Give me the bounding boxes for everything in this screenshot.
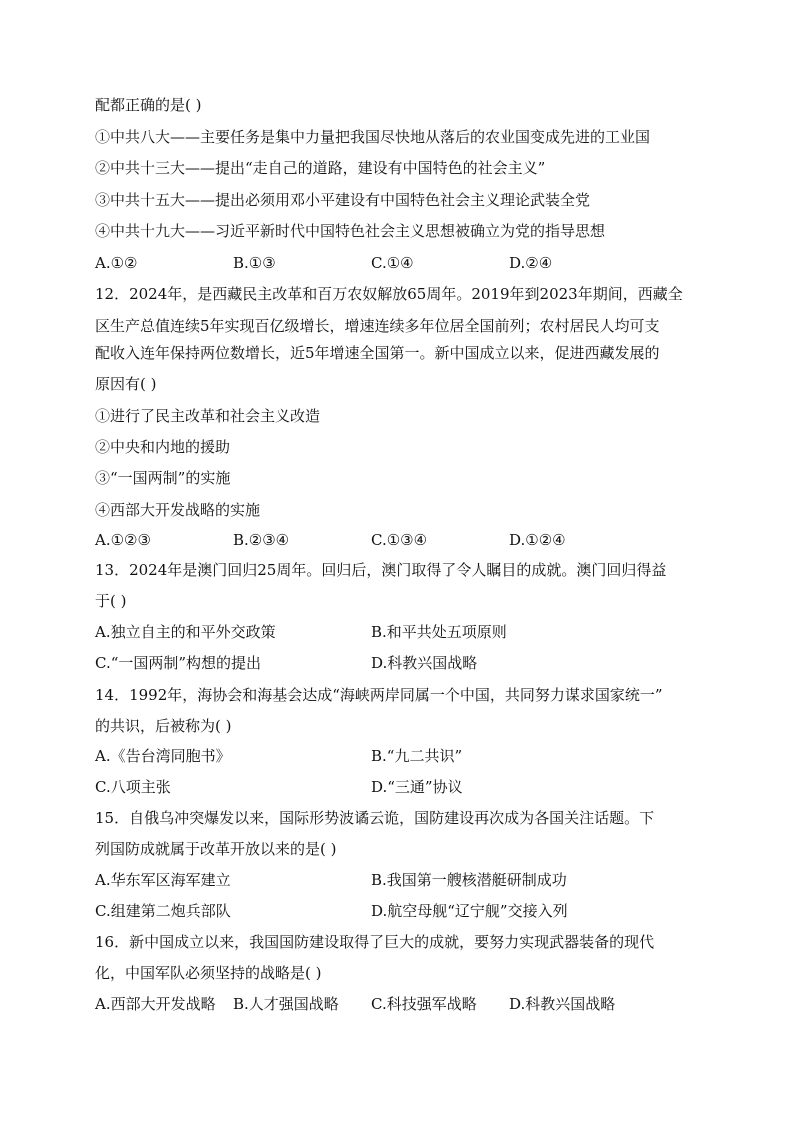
q12-stem-line-2: 区生产总值连续5年实现百亿级增长，增速连续多年位居全国前列；农村居民人均可支 <box>95 317 660 335</box>
q12-item-4: ④西部大开发战略的实施 <box>95 501 261 519</box>
q12-option-a: A.①②③ <box>95 531 151 549</box>
q12-stem-line-1: 12．2024年，是西藏民主改革和百万农奴解放65周年。2019年到2023年期间，西藏全 <box>95 285 683 303</box>
q11-item-4: ④中共十九大——习近平新时代中国特色社会主义思想被确立为党的指导思想 <box>95 222 606 240</box>
q12-stem-line-4: 原因有( ) <box>95 375 157 393</box>
q11-item-3: ③中共十五大——提出必须用邓小平建设有中国特色社会主义理论武装全党 <box>95 191 591 209</box>
q12-option-d: D.①②④ <box>509 531 566 549</box>
q14-stem-line-2: 的共识，后被称为( ) <box>95 717 232 735</box>
q11-item-1: ①中共八大——主要任务是集中力量把我国尽快地从落后的农业国变成先进的工业国 <box>95 128 651 146</box>
q15-stem-line-1: 15．自俄乌冲突爆发以来，国际形势波谲云诡，国防建设再次成为各国关注话题。下 <box>95 809 655 827</box>
q14-option-c: C.八项主张 <box>95 778 171 796</box>
q15-option-b: B.我国第一艘核潜艇研制成功 <box>371 871 567 889</box>
q15-option-d: D.航空母舰“辽宁舰”交接入列 <box>371 902 568 920</box>
q13-stem-line-1: 13．2024年是澳门回归25周年。回归后，澳门取得了令人瞩目的成就。澳门回归得益 <box>95 561 667 579</box>
q11-item-2: ②中共十三大——提出“走自己的道路，建设有中国特色的社会主义” <box>95 159 546 177</box>
q12-stem-line-3: 配收入连年保持两位数增长，近5年增速全国第一。新中国成立以来，促进西藏发展的 <box>95 344 660 362</box>
q14-option-a: A.《告台湾同胞书》 <box>95 747 231 765</box>
q11-option-a: A.①② <box>95 254 138 272</box>
q16-option-d: D.科教兴国战略 <box>509 995 616 1013</box>
q13-option-b: B.和平共处五项原则 <box>371 623 507 641</box>
q12-option-c: C.①③④ <box>371 531 428 549</box>
q11-option-c: C.①④ <box>371 254 414 272</box>
q13-option-d: D.科教兴国战略 <box>371 654 478 672</box>
q13-option-a: A.独立自主的和平外交政策 <box>95 623 276 641</box>
q12-item-3: ③“一国两制”的实施 <box>95 469 231 487</box>
q12-item-1: ①进行了民主改革和社会主义改造 <box>95 407 321 425</box>
q11-stem-tail: 配都正确的是( ) <box>95 96 202 114</box>
q16-stem-line-1: 16．新中国成立以来，我国国防建设取得了巨大的成就，要努力实现武器装备的现代 <box>95 933 655 951</box>
q13-option-c: C.“一国两制”构想的提出 <box>95 654 262 672</box>
q13-stem-line-2: 于( ) <box>95 592 127 610</box>
q15-stem-line-2: 列国防成就属于改革开放以来的是( ) <box>95 840 337 858</box>
q16-option-c: C.科技强军战略 <box>371 995 477 1013</box>
q12-item-2: ②中央和内地的援助 <box>95 438 231 456</box>
q15-option-a: A.华东军区海军建立 <box>95 871 231 889</box>
q14-option-d: D.“三通”协议 <box>371 778 463 796</box>
q11-option-d: D.②④ <box>509 254 553 272</box>
q15-option-c: C.组建第二炮兵部队 <box>95 902 231 920</box>
q16-option-a: A.西部大开发战略 <box>95 995 216 1013</box>
q14-stem-line-1: 14．1992年，海协会和海基会达成“海峡两岸同属一个中国，共同努力谋求国家统一” <box>95 686 663 704</box>
q16-stem-line-2: 化，中国军队必须坚持的战略是( ) <box>95 964 322 982</box>
q14-option-b: B.“九二共识” <box>371 747 463 765</box>
q12-option-b: B.②③④ <box>233 531 290 549</box>
q11-option-b: B.①③ <box>233 254 276 272</box>
q16-option-b: B.人才强国战略 <box>233 995 339 1013</box>
